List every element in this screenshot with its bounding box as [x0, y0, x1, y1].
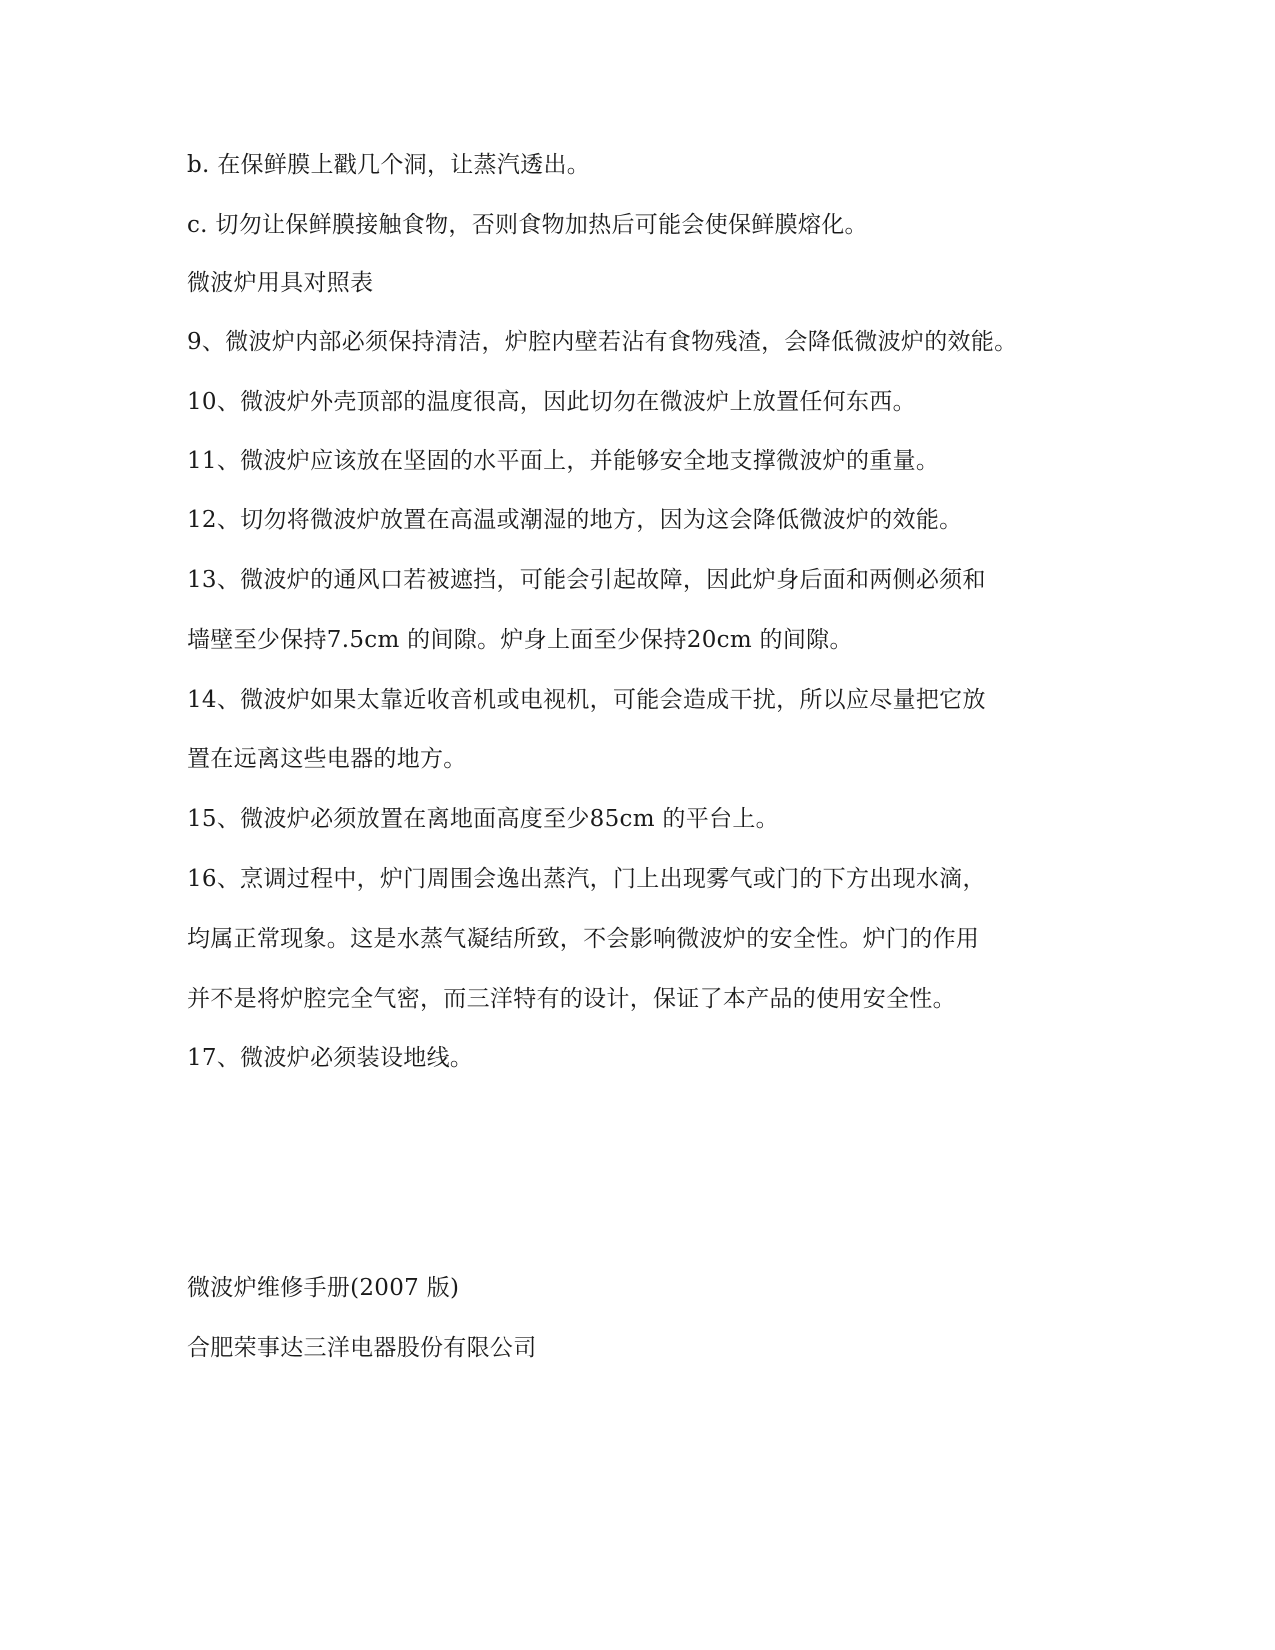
text-line: 11、微波炉应该放在坚固的水平面上，并能够安全地支撑微波炉的重量。 [187, 448, 940, 474]
text-line: 并不是将炉腔完全气密，而三洋特有的设计，保证了本产品的使用安全性。 [187, 986, 956, 1012]
text-line: 10、微波炉外壳顶部的温度很高，因此切勿在微波炉上放置任何东西。 [187, 389, 916, 415]
company-name: 合肥荣事达三洋电器股份有限公司 [187, 1335, 537, 1361]
section-heading: 微波炉用具对照表 [187, 270, 374, 296]
text-line: 置在远离这些电器的地方。 [187, 746, 467, 772]
text-line: c. 切勿让保鲜膜接触食物，否则食物加热后可能会使保鲜膜熔化。 [187, 212, 868, 238]
text-line: 16、烹调过程中，炉门周围会逸出蒸汽，门上出现雾气或门的下方出现水滴， [187, 866, 986, 892]
text-line: 13、微波炉的通风口若被遮挡，可能会引起故障，因此炉身后面和两侧必须和 [187, 567, 986, 593]
text-line: 墙壁至少保持7.5cm 的间隙。炉身上面至少保持20cm 的间隙。 [187, 627, 853, 653]
text-line: 12、切勿将微波炉放置在高温或潮湿的地方，因为这会降低微波炉的效能。 [187, 507, 963, 533]
text-line: 9、微波炉内部必须保持清洁，炉腔内壁若沾有食物残渣，会降低微波炉的效能。 [187, 329, 1018, 355]
text-line: b. 在保鲜膜上戳几个洞，让蒸汽透出。 [187, 152, 591, 178]
text-line: 均属正常现象。这是水蒸气凝结所致，不会影响微波炉的安全性。炉门的作用 [187, 926, 980, 952]
text-line: 14、微波炉如果太靠近收音机或电视机，可能会造成干扰，所以应尽量把它放 [187, 687, 986, 713]
manual-title: 微波炉维修手册(2007 版) [187, 1275, 460, 1301]
text-line: 17、微波炉必须装设地线。 [187, 1045, 474, 1071]
text-line: 15、微波炉必须放置在离地面高度至少85cm 的平台上。 [187, 806, 779, 832]
